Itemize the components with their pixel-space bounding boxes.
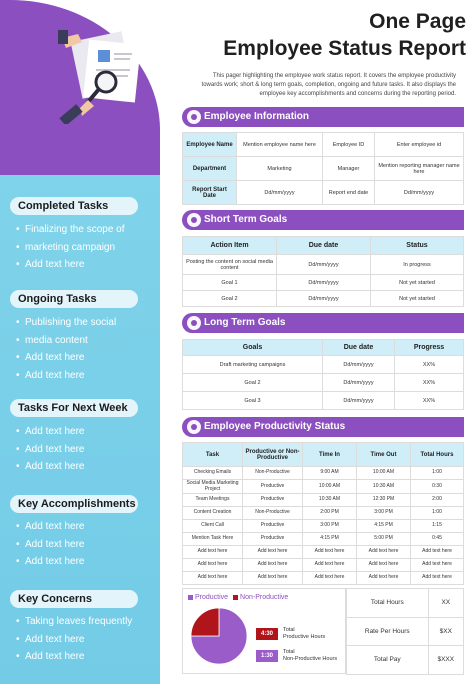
table-cell: Mention employee name here bbox=[237, 133, 323, 157]
table-cell: 10:00 AM bbox=[357, 467, 411, 480]
table-cell: Client Call bbox=[183, 520, 243, 533]
table-row bbox=[183, 255, 464, 275]
table-cell: Goal 2 bbox=[183, 291, 277, 307]
table-cell: Dd/mm/yyyy bbox=[323, 374, 395, 392]
key-concerns-list bbox=[16, 613, 156, 666]
table-cell: Add text here bbox=[183, 572, 243, 585]
list-item: • Add text here bbox=[16, 648, 156, 666]
table-cell: Dd/mm/yyyy bbox=[277, 291, 371, 307]
table-cell: Add text here bbox=[183, 546, 243, 559]
short-term-goals-banner: Short Term Goals bbox=[182, 210, 464, 230]
table-cell: 0:45 bbox=[411, 533, 464, 546]
table-header: Due date bbox=[323, 340, 395, 356]
table-cell: 12:30 PM bbox=[357, 494, 411, 507]
table-cell: Dd/mm/yyyy bbox=[323, 356, 395, 374]
table-row bbox=[183, 507, 464, 520]
table-row bbox=[347, 617, 464, 646]
table-row bbox=[347, 589, 464, 618]
table-header: Progress bbox=[395, 340, 464, 356]
table-cell: 1:00 bbox=[411, 507, 464, 520]
table-cell: Add text here bbox=[243, 572, 303, 585]
table-header: Time Out bbox=[357, 443, 411, 467]
table-row bbox=[183, 546, 464, 559]
list-item: • Add text here bbox=[16, 458, 156, 476]
long-term-goals-banner: Long Term Goals bbox=[182, 313, 464, 333]
table-cell: Dd/mm/yyyy bbox=[375, 181, 464, 205]
table-cell: Add text here bbox=[357, 559, 411, 572]
table-cell: Mention Task Here bbox=[183, 533, 243, 546]
table-cell: Add text here bbox=[183, 559, 243, 572]
table-cell: 0:30 bbox=[411, 480, 464, 494]
productivity-pie-chart bbox=[190, 607, 248, 665]
table-cell: 2:00 bbox=[411, 494, 464, 507]
table-cell: Dd/mm/yyyy bbox=[323, 392, 395, 410]
label-line: Total bbox=[283, 649, 295, 655]
productive-hours-badge: 4:30 bbox=[256, 628, 278, 640]
key-concerns-title: Key Concerns bbox=[10, 590, 138, 608]
list-item: • Add text here bbox=[16, 423, 156, 441]
next-week-tasks-title: Tasks For Next Week bbox=[10, 399, 138, 417]
table-cell: XX bbox=[428, 589, 463, 618]
table-cell: Goal 2 bbox=[183, 374, 323, 392]
table-row bbox=[183, 494, 464, 507]
table-cell: Add text here bbox=[303, 559, 357, 572]
list-item: • Publishing the social bbox=[16, 314, 156, 332]
table-cell: Mention reporting manager name here bbox=[375, 157, 464, 181]
table-cell: Total Hours bbox=[347, 589, 429, 618]
employee-information-banner: Employee Information bbox=[182, 107, 464, 127]
table-row bbox=[183, 340, 464, 356]
list-item: • media content bbox=[16, 332, 156, 350]
table-row bbox=[183, 443, 464, 467]
table-row bbox=[183, 237, 464, 255]
table-cell: 10:00 AM bbox=[303, 480, 357, 494]
table-cell: Productive bbox=[243, 480, 303, 494]
list-item: • Add text here bbox=[16, 367, 156, 385]
list-item: • Add text here bbox=[16, 631, 156, 649]
legend-label-productive: Productive bbox=[195, 594, 229, 601]
productive-hours-label bbox=[283, 627, 325, 641]
table-cell: Goal 3 bbox=[183, 392, 323, 410]
table-cell: Report Start Date bbox=[183, 181, 237, 205]
table-cell: 10:30 AM bbox=[303, 494, 357, 507]
list-item: • Add text here bbox=[16, 553, 156, 571]
table-row bbox=[183, 533, 464, 546]
list-item: • Add text here bbox=[16, 441, 156, 459]
table-cell: Employee ID bbox=[323, 133, 375, 157]
table-cell: Posting the content on social media content bbox=[183, 255, 277, 275]
list-item: • Finalizing the scope of bbox=[16, 221, 156, 239]
label-line: Non-Productive Hours bbox=[283, 656, 338, 662]
table-cell: Add text here bbox=[303, 572, 357, 585]
table-cell: Marketing bbox=[237, 157, 323, 181]
table-cell: XX% bbox=[395, 392, 464, 410]
table-row bbox=[183, 480, 464, 494]
table-cell: Total Pay bbox=[347, 646, 429, 675]
page-title-line-2: Employee Status Report bbox=[223, 37, 466, 60]
intro-line: This pager highlighting the employee work status report. It covers the employee productivity bbox=[212, 73, 456, 79]
intro-line: towards work; short & long term goals, completion, ongoing and future tasks. It also displays the bbox=[201, 82, 456, 88]
table-cell: Employee Name bbox=[183, 133, 237, 157]
table-cell: 4:15 PM bbox=[357, 520, 411, 533]
table-cell: Draft marketing campaigns bbox=[183, 356, 323, 374]
table-cell: Productive bbox=[243, 494, 303, 507]
table-cell: Checking Emails bbox=[183, 467, 243, 480]
table-header: Productive or Non-Productive bbox=[243, 443, 303, 467]
table-cell: 2:00 PM bbox=[303, 507, 357, 520]
label-line: Productive Hours bbox=[283, 634, 326, 640]
table-header: Due date bbox=[277, 237, 371, 255]
ongoing-tasks-title: Ongoing Tasks bbox=[10, 290, 138, 308]
table-cell: Dd/mm/yyyy bbox=[277, 255, 371, 275]
key-accomplishments-list bbox=[16, 518, 156, 571]
table-row bbox=[183, 374, 464, 392]
document-magnifier-illustration bbox=[58, 24, 158, 124]
list-item: • marketing campaign bbox=[16, 239, 156, 257]
table-cell: Rate Per Hours bbox=[347, 617, 429, 646]
completed-tasks-title: Completed Tasks bbox=[10, 197, 138, 215]
key-accomplishments-title: Key Accomplishments bbox=[10, 495, 138, 513]
totals-table bbox=[346, 588, 464, 675]
legend-swatch-non-productive bbox=[233, 595, 238, 600]
table-row bbox=[183, 572, 464, 585]
table-row bbox=[183, 520, 464, 533]
table-cell: Add text here bbox=[243, 559, 303, 572]
next-week-tasks-list bbox=[16, 423, 156, 476]
employee-information-table bbox=[182, 132, 464, 205]
table-row bbox=[183, 392, 464, 410]
table-header: Goals bbox=[183, 340, 323, 356]
table-cell: Report end date bbox=[323, 181, 375, 205]
table-cell: Productive bbox=[243, 520, 303, 533]
table-cell: $XXX bbox=[428, 646, 463, 675]
list-item: • Taking leaves frequently bbox=[16, 613, 156, 631]
employee-productivity-banner: Employee Productivity Status bbox=[182, 417, 464, 437]
table-row bbox=[183, 157, 464, 181]
table-cell: Dd/mm/yyyy bbox=[237, 181, 323, 205]
table-cell: Add text here bbox=[243, 546, 303, 559]
table-cell: Social Media Marketing Project bbox=[183, 480, 243, 494]
table-row bbox=[183, 559, 464, 572]
long-term-goals-table bbox=[182, 339, 464, 410]
table-cell: Non-Productive bbox=[243, 507, 303, 520]
table-header: Total Hours bbox=[411, 443, 464, 467]
table-cell: Not yet started bbox=[371, 291, 464, 307]
table-cell: Add text here bbox=[411, 546, 464, 559]
table-cell: Add text here bbox=[303, 546, 357, 559]
table-cell: Add text here bbox=[411, 559, 464, 572]
table-cell: 1:15 bbox=[411, 520, 464, 533]
table-header: Task bbox=[183, 443, 243, 467]
table-header: Time In bbox=[303, 443, 357, 467]
table-row bbox=[183, 181, 464, 205]
table-cell: Enter employee id bbox=[375, 133, 464, 157]
table-header: Action Item bbox=[183, 237, 277, 255]
list-item: • Add text here bbox=[16, 518, 156, 536]
table-cell: Productive bbox=[243, 533, 303, 546]
table-cell: 3:00 PM bbox=[303, 520, 357, 533]
page-title bbox=[168, 8, 466, 62]
table-header: Status bbox=[371, 237, 464, 255]
list-item: • Add text here bbox=[16, 256, 156, 274]
table-cell: Content Creation bbox=[183, 507, 243, 520]
legend-swatch-productive bbox=[188, 595, 193, 600]
non-productive-hours-badge: 1:30 bbox=[256, 650, 278, 662]
short-term-goals-table bbox=[182, 236, 464, 307]
intro-line: employee key accomplishments and concerns during the reporting period. bbox=[259, 91, 456, 97]
table-cell: Team Meetings bbox=[183, 494, 243, 507]
table-cell: 9:00 AM bbox=[303, 467, 357, 480]
table-cell: Add text here bbox=[357, 546, 411, 559]
label-line: Total bbox=[283, 627, 295, 633]
completed-tasks-list bbox=[16, 221, 156, 274]
list-item: • Add text here bbox=[16, 349, 156, 367]
table-cell: 1:00 bbox=[411, 467, 464, 480]
table-cell: $XX bbox=[428, 617, 463, 646]
list-item: • Add text here bbox=[16, 536, 156, 554]
table-cell: 5:00 PM bbox=[357, 533, 411, 546]
table-row bbox=[183, 291, 464, 307]
table-cell: Add text here bbox=[357, 572, 411, 585]
table-cell: XX% bbox=[395, 356, 464, 374]
pie-legend bbox=[188, 594, 288, 601]
page-title-line-1: One Page bbox=[369, 10, 466, 33]
pie-slice-non-productive bbox=[191, 608, 219, 636]
table-row bbox=[347, 646, 464, 675]
ongoing-tasks-list bbox=[16, 314, 156, 384]
non-productive-hours-label bbox=[283, 649, 337, 663]
table-cell: Not yet started bbox=[371, 275, 464, 291]
table-row bbox=[183, 133, 464, 157]
table-cell: 4:15 PM bbox=[303, 533, 357, 546]
table-cell: Dd/mm/yyyy bbox=[277, 275, 371, 291]
table-cell: Goal 1 bbox=[183, 275, 277, 291]
table-cell: Add text here bbox=[411, 572, 464, 585]
table-cell: XX% bbox=[395, 374, 464, 392]
employee-productivity-table bbox=[182, 442, 464, 467]
table-cell: 3:00 PM bbox=[357, 507, 411, 520]
table-cell: Non-Productive bbox=[243, 467, 303, 480]
employee-productivity-rows bbox=[182, 466, 464, 585]
table-cell: Department bbox=[183, 157, 237, 181]
table-row bbox=[183, 467, 464, 480]
legend-label-non-productive: Non-Productive bbox=[240, 594, 289, 601]
intro-text bbox=[180, 72, 456, 99]
table-cell: Manager bbox=[323, 157, 375, 181]
table-row bbox=[183, 356, 464, 374]
table-cell: 10:30 AM bbox=[357, 480, 411, 494]
table-row bbox=[183, 275, 464, 291]
table-cell: In progress bbox=[371, 255, 464, 275]
